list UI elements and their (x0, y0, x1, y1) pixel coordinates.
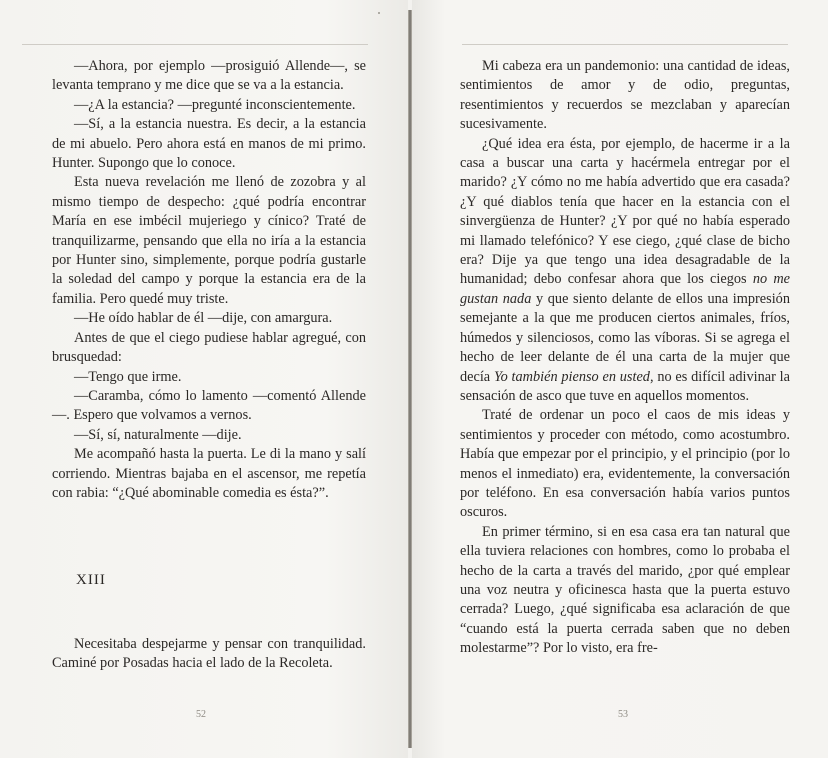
paragraph: —Tengo que irme. (74, 368, 182, 385)
paragraph: Me acompañó hasta la puerta. Le di la mano y salí corriendo. Mientras bajaba en el ascensor, me repetía con rabia: “¿Qué abominable comedia es ésta?”. (52, 446, 366, 501)
paragraph: —He oído hablar de él —dije, con amargura. (74, 310, 333, 327)
left-page (0, 0, 408, 758)
page-number: 52 (196, 709, 206, 720)
paragraph: Mi cabeza era un pandemonio: una cantidad de ideas, sentimientos de amor y de odio, preguntas, resentimientos y recuerdos se mezclaban y aparecían sucesivamente. (460, 58, 790, 133)
text-run: ¿Qué idea era ésta, por ejemplo, de hacerme ir a la casa a buscar una carta y hacérmela entregar por el marido? ¿Y cómo no me había advertido que era casada? ¿Y qué diablos tenía que hacer en la estancia con el sinvergüenza de Hunter? ¿Y por qué no había esperado mi llamado telefónico? Y ese ciego, ¿qué clase de bicho era? Dije ya que tengo una idea desagradable de la humanidad; debo confesar ahora que los ciegos (460, 135, 790, 288)
paragraph: En primer término, si en esa casa era tan natural que ella tuviera relaciones con hombres, como lo probaba el hecho de la carta a través del marido, ¿por qué emplear una voz neutra y oficinesca hasta que la puerta estuvo cerrada? Luego, ¿qué significaba esa aclaración de que “cuando está la puerta cerrada saben que no deben molestarme”? Por lo visto, era fre- (460, 523, 790, 657)
chapter-heading: XIII (76, 572, 106, 588)
paragraph (460, 135, 790, 407)
paragraph: —Sí, a la estancia nuestra. Es decir, a la estancia de mi abuelo. Pero ahora está en manos de mi primo. Hunter. Supongo que lo conoce. (52, 116, 366, 172)
header-rule (22, 44, 368, 45)
paragraph: —Sí, sí, naturalmente —dije. (74, 426, 242, 443)
paragraph: —Ahora, por ejemplo —prosiguió Allende—, se levanta temprano y me dice que se va a la estancia. (52, 58, 366, 94)
left-body-text (52, 57, 366, 503)
right-page (412, 0, 828, 758)
page-number: 53 (618, 709, 628, 720)
paragraph: Esta nueva revelación me llenó de zozobra y al mismo tiempo de despecho: ¿qué podría encontrar María en ese imbécil mujeriego y cínico? Traté de tranquilizarme, pensando que ella no iría a la estancia por Hunter sino, simplemente, porque podría gustarle la soledad del campo y porque la estancia era de la familia. Pero quedé muy triste. (52, 174, 366, 307)
italic-text: no me gustan nada (460, 271, 790, 307)
paragraph: Antes de que el ciego pudiese hablar agregué, con brusquedad: (52, 329, 366, 366)
paragraph: Traté de ordenar un poco el caos de mis ideas y sentimientos y proceder con método, como acostumbro. Había que empezar por el principio, y el principio (por lo menos el inmediato) era, evidentemente, la conversación por teléfono. En esa conversación había varios puntos oscuros. (460, 407, 790, 521)
page-speck (378, 12, 380, 14)
paragraph: —¿A la estancia? —pregunté inconscientemente. (74, 96, 356, 113)
text-run: y que siento delante de ellos una impresión semejante a la que me producen ciertos animales, fríos, húmedos y silenciosos, como las víboras. Si se agrega el hecho de leer delante de él una carta de la mujer que decía (460, 290, 790, 385)
chapter-opening-text (52, 635, 366, 674)
paragraph: —Caramba, cómo lo lamento —comentó Allende—. Espero que volvamos a vernos. (52, 387, 366, 424)
text-run: , no es difícil adivinar la sensación de asco que tuve en aquellos momentos. (460, 368, 790, 404)
paragraph: Necesitaba despejarme y pensar con tranquilidad. Caminé por Posadas hacia el lado de la Recoleta. (52, 636, 366, 672)
right-body-text (460, 57, 790, 659)
italic-text: Yo también pienso en usted (493, 368, 650, 385)
header-rule (462, 44, 788, 45)
